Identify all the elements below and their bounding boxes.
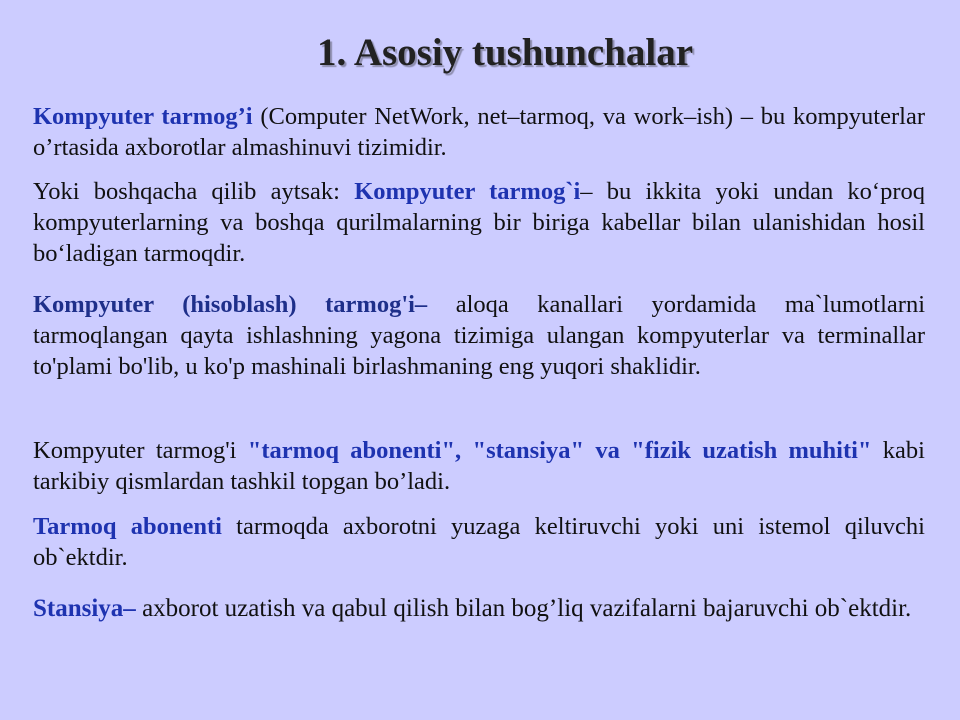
term-highlight: Kompyuter (hisoblash) tarmog'i– — [33, 291, 428, 318]
term-highlight: Kompyuter tarmog`i — [354, 178, 581, 205]
term-highlight: "tarmoq abonenti", "stansiya" va "fizik uzatish muhiti" — [247, 437, 872, 464]
paragraph-text: kabi tarkibiy qismlardan tashkil topgan bo’ladi. — [33, 437, 925, 495]
paragraph-subscriber — [33, 511, 925, 573]
paragraph-lead: Kompyuter tarmog'i — [33, 437, 248, 464]
paragraph-station — [33, 588, 925, 629]
paragraph-definition-2 — [33, 176, 925, 269]
paragraph-text: tarmoqda axborotni yuzaga keltiruvchi yoki uni istemol qiluvchi ob`ektdir. — [33, 513, 925, 571]
paragraph-definition-1 — [33, 101, 925, 163]
paragraph-lead: Yoki boshqacha qilib aytsak: — [33, 178, 355, 205]
paragraph-text: – bu ikkita yoki undan ko‘proq kompyuterlarning va boshqa qurilmalarning bir biriga kabellar bilan ulanishidan hosil bo‘ladigan tarmoqdir. — [33, 178, 926, 267]
slide-title: 1. Asosiy tushunchalar — [316, 31, 694, 74]
term-highlight: Kompyuter tarmog’i — [33, 103, 253, 130]
paragraph-text: axborot uzatish va qabul qilish bilan bog’liq vazifalarni bajaruvchi ob`ektdir. — [135, 595, 912, 622]
term-highlight: Stansiya– — [33, 595, 136, 622]
paragraph-definition-3 — [33, 289, 925, 382]
paragraph-text: (Computer NetWork, net–tarmoq, va work–ish) – bu kompyuterlar o’rtasida axborotlar almashinuvi tizimidir. — [33, 103, 925, 161]
paragraph-components — [33, 435, 925, 497]
paragraph-text: aloqa kanallari yordamida ma`lumotlarni tarmoqlangan qayta ishlashning yagona tizimiga ulangan kompyuterlar va terminallar to'plami bo'lib, u ko'p mashinali birlashmaning eng yuqori shaklidir. — [33, 291, 925, 380]
term-highlight: Tarmoq abonenti — [33, 513, 222, 540]
